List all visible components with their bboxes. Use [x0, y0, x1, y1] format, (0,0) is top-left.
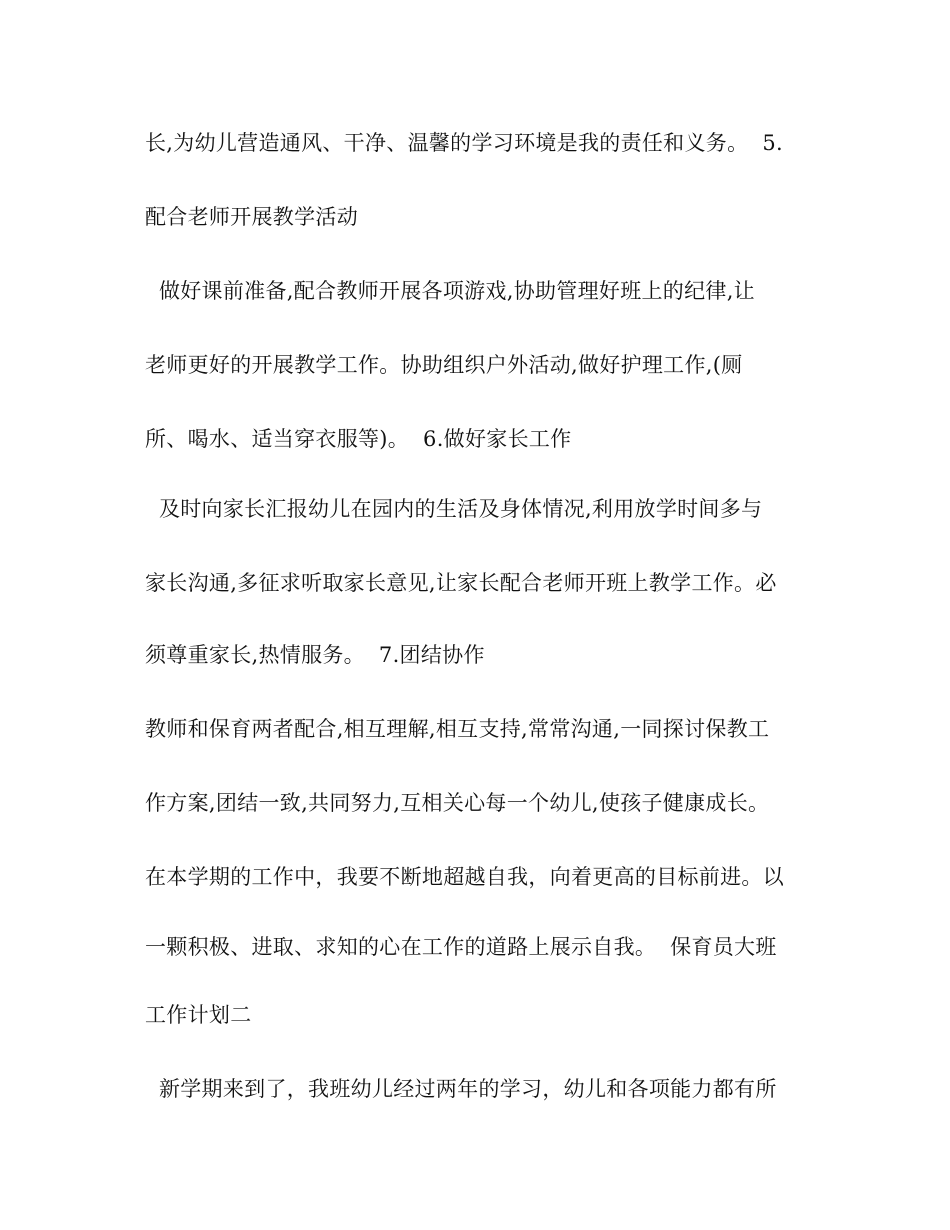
text-line: 工作计划二 — [145, 1003, 252, 1027]
text-line: 长,为幼儿营造通风、干净、温馨的学习环境是我的责任和义务。 5. — [145, 131, 783, 155]
text-line: 做好课前准备,配合教师开展各项游戏,协助管理好班上的纪律,让 — [145, 279, 755, 303]
text-line: 新学期来到了，我班幼儿经过两年的学习，幼儿和各项能力都有所 — [145, 1077, 777, 1101]
text-line: 教师和保育两者配合,相互理解,相互支持,常常沟通,一同探讨保教工 — [145, 717, 770, 741]
text-line: 家长沟通,多征求听取家长意见,让家长配合老师开班上教学工作。必 — [145, 571, 777, 595]
text-line: 所、喝水、适当穿衣服等)。 6.做好家长工作 — [145, 427, 572, 451]
text-line: 一颗积极、进取、求知的心在工作的道路上展示自我。 保育员大班 — [145, 935, 777, 959]
text-line: 配合老师开展教学活动 — [145, 205, 358, 229]
text-line: 在本学期的工作中，我要不断地超越自我，向着更高的目标前进。以 — [145, 865, 784, 889]
text-line: 作方案,团结一致,共同努力,互相关心每一个幼儿,使孩子健康成长。 — [145, 791, 770, 815]
text-line: 老师更好的开展教学工作。协助组织户外活动,做好护理工作,(厕 — [145, 353, 743, 377]
text-line: 须尊重家长,热情服务。 7.团结协作 — [145, 643, 485, 667]
text-line: 及时向家长汇报幼儿在园内的生活及身体情况,利用放学时间多与 — [145, 497, 763, 521]
